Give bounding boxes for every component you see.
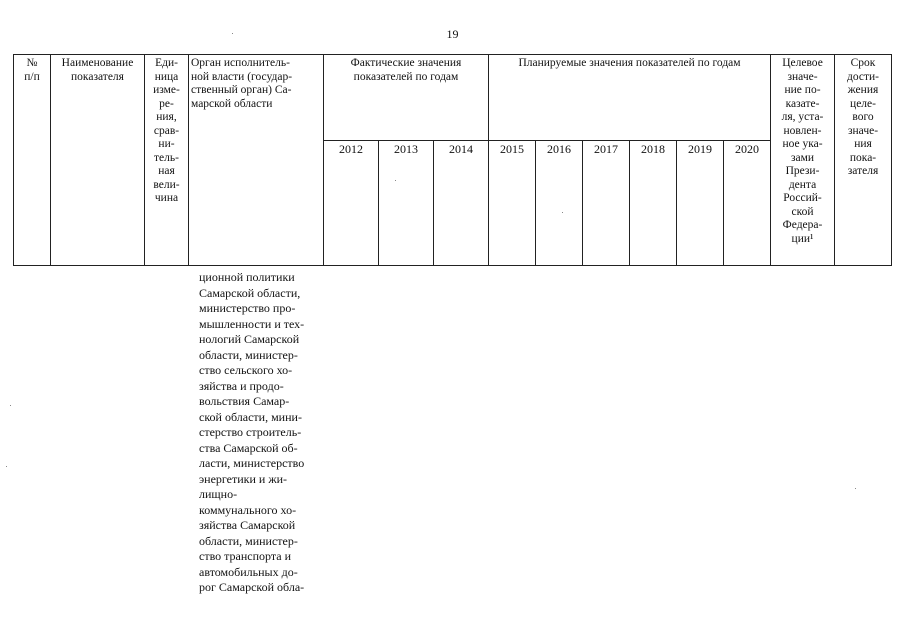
scan-speck xyxy=(395,180,396,181)
year-2016: 2016 xyxy=(536,141,583,266)
year-2014: 2014 xyxy=(434,141,489,266)
header-indicator-name: Наименование показателя xyxy=(51,55,145,266)
year-2018: 2018 xyxy=(630,141,677,266)
scan-speck xyxy=(855,488,856,489)
scan-speck xyxy=(562,212,563,213)
executive-body-continuation: ционной политики Самарской области, министерство про- мышленности и тех- нологий Самарской области, министер- ство сельского хо- зяйства и продо- вольствия Самар- ской области, мини- стерство строитель- ства Самарской об- ласти, министерство энергетики и жи- лищно- коммунального хо- зяйства Самарской области, министер- ство транспорта и автомобильных до- рог Самарской обла- xyxy=(199,270,305,594)
indicators-table-header xyxy=(13,54,892,266)
scan-speck xyxy=(6,466,7,467)
header-num: № п/п xyxy=(14,55,51,266)
header-executive-body: Орган исполнитель- ной власти (государ- ственный орган) Са- марской области xyxy=(189,55,324,266)
year-2013: 2013 xyxy=(379,141,434,266)
header-deadline: Срок дости- жения целе- вого значе- ния пока- зателя xyxy=(835,55,892,266)
year-2019: 2019 xyxy=(677,141,724,266)
year-2020: 2020 xyxy=(724,141,771,266)
header-planned-values: Планируемые значения показателей по годам xyxy=(489,55,771,141)
header-actual-values: Фактические значения показателей по годам xyxy=(324,55,489,141)
scan-speck xyxy=(232,33,233,34)
page-number: 19 xyxy=(446,27,459,41)
year-2017: 2017 xyxy=(583,141,630,266)
header-unit: Еди- ница изме- ре- ния, срав- ни- тель- ная вели- чина xyxy=(145,55,189,266)
year-2012: 2012 xyxy=(324,141,379,266)
year-2015: 2015 xyxy=(489,141,536,266)
header-target-value: Целевое значе- ние по- казате- ля, уста- новлен- ное ука- зами Прези- дента Россий- ской Федера- ции¹ xyxy=(771,55,835,266)
scan-speck xyxy=(10,405,11,406)
